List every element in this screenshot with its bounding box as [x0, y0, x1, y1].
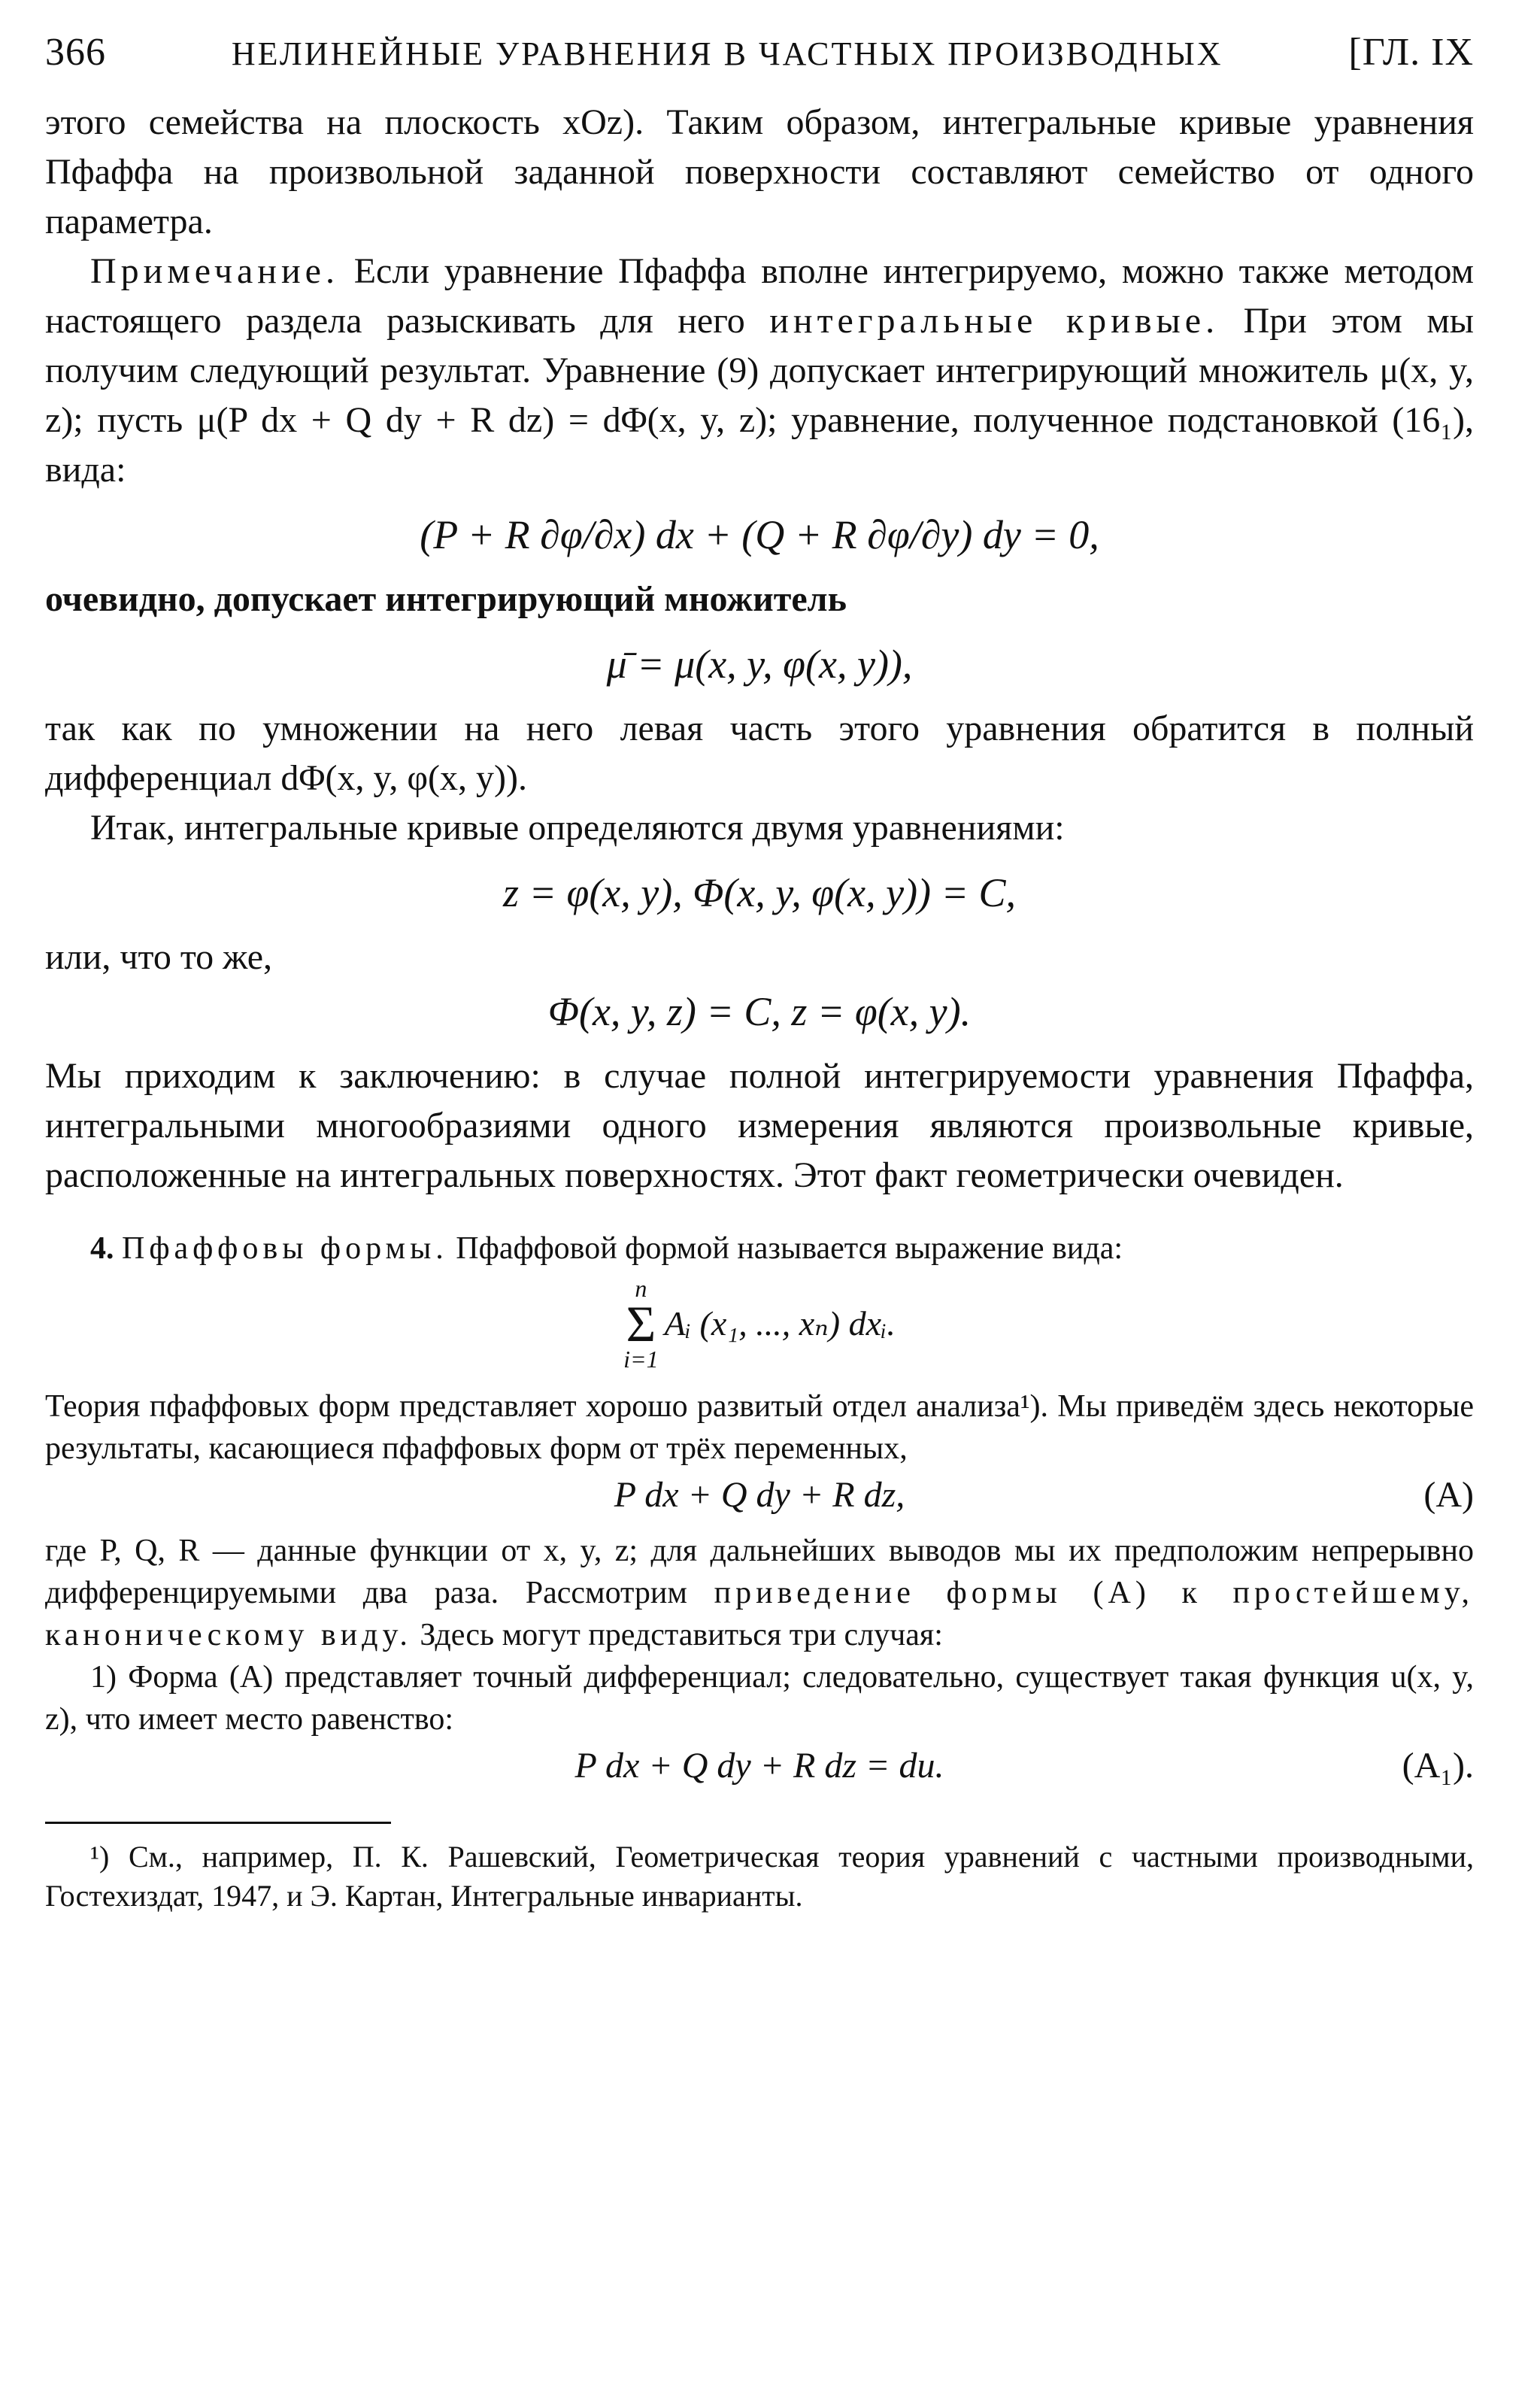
emphasized-text: приведение формы (А) к простейшему, каноническому виду.	[45, 1576, 1474, 1652]
section-title: Пфаффовы формы.	[122, 1231, 448, 1266]
conclusion-paragraph: Мы приходим к заключению: в случае полной интегрируемости уравнения Пфаффа, интегральными многообразиями одного измерения являются произвольные кривые, расположенные на интегральных поверхностях. Этот факт геометрически очевиден.	[45, 1056, 1474, 1195]
formula-mu: μ̄ = μ(x, y, φ(x, y)),	[606, 642, 913, 687]
sum-lower-limit: i=1	[623, 1346, 659, 1373]
paragraph: где P, Q, R — данные функции от x, y, z; для дальнейших выводов мы их предположим непрерывно дифференцируемыми два раза. Рассмотрим приведение формы (А) к простейшему, каноническому виду. Здесь могут представиться три случая:	[45, 1534, 1474, 1652]
formula-A: P dx + Q dy + R dz, (A)	[45, 1473, 1474, 1518]
paragraph: очевидно, допускает интегрирующий множитель	[45, 579, 847, 619]
footnote-rule	[45, 1822, 391, 1824]
emphasized-text: интегральные кривые.	[769, 301, 1220, 341]
section-4	[45, 1227, 1474, 1789]
running-header	[45, 30, 1474, 98]
paragraph: Итак, интегральные кривые определяются двумя уравнениями:	[90, 808, 1065, 848]
paragraph: Теория пфаффовых форм представляет хорошо развитый отдел анализа¹). Мы приведём здесь некоторые результаты, касающиеся пфаффовых форм от трёх переменных,	[45, 1389, 1474, 1466]
remark-lead: Примечание.	[90, 251, 339, 291]
book-page	[45, 30, 1474, 1916]
formula-pde: (P + R ∂φ/∂x) dx + (Q + R ∂φ/∂y) dy = 0,	[420, 512, 1099, 557]
paragraph: или, что то же,	[45, 937, 272, 977]
equation-tag: (A₁).	[1402, 1746, 1474, 1786]
paragraph: так как по умножении на него левая часть этого уравнения обратится в полный дифференциал dΦ(x, y, φ(x, y)).	[45, 709, 1474, 798]
section-heading-paragraph: 4. Пфаффовы формы. Пфаффовой формой называется выражение вида:	[90, 1231, 1123, 1266]
section-number: 4.	[90, 1231, 114, 1266]
equation-tag: (A)	[1423, 1475, 1474, 1515]
page-number: 366	[45, 31, 106, 74]
remark-paragraph: Примечание. Если уравнение Пфаффа вполне интегрируемо, можно также методом настоящего раздела разыскивать для него интегральные кривые. При этом мы получим следующий результат. Уравнение (9) допускает интегрирующий множитель μ(x, y, z); пусть μ(P dx + Q dy + R dz) = dΦ(x, y, z); уравнение, полученное подстановкой (16₁), вида:	[45, 251, 1474, 490]
formula-sum	[45, 1276, 1474, 1372]
main-text	[45, 98, 1474, 1200]
running-title: НЕЛИНЕЙНЫЕ УРАВНЕНИЯ В ЧАСТНЫХ ПРОИЗВОДНЫХ	[231, 35, 1223, 72]
formula-system: z = φ(x, y), Φ(x, y, φ(x, y)) = C,	[503, 870, 1016, 915]
sum-upper-limit: n	[635, 1275, 647, 1302]
formula-system-alt: Φ(x, y, z) = C, z = φ(x, y).	[547, 989, 972, 1034]
footnote: ¹) См., например, П. К. Рашевский, Геометрическая теория уравнений с частными производными, Гостехиздат, 1947, и Э. Картан, Интегральные инварианты.	[45, 1840, 1474, 1913]
sum-body: Aᵢ (x₁, ..., xₙ) dxᵢ.	[664, 1304, 896, 1343]
chapter-marker: [ГЛ. IX	[1348, 31, 1474, 74]
paragraph: этого семейства на плоскость xOz). Таким образом, интегральные кривые уравнения Пфаффа на произвольной заданной поверхности составляют семейство от одного параметра.	[45, 102, 1474, 241]
paragraph: 1) Форма (А) представляет точный дифференциал; следовательно, существует такая функция u(x, y, z), что имеет место равенство:	[45, 1660, 1474, 1737]
formula-A1: P dx + Q dy + R dz = du. (A₁).	[45, 1743, 1474, 1789]
sigma-symbol: n Σ i=1	[623, 1275, 659, 1373]
